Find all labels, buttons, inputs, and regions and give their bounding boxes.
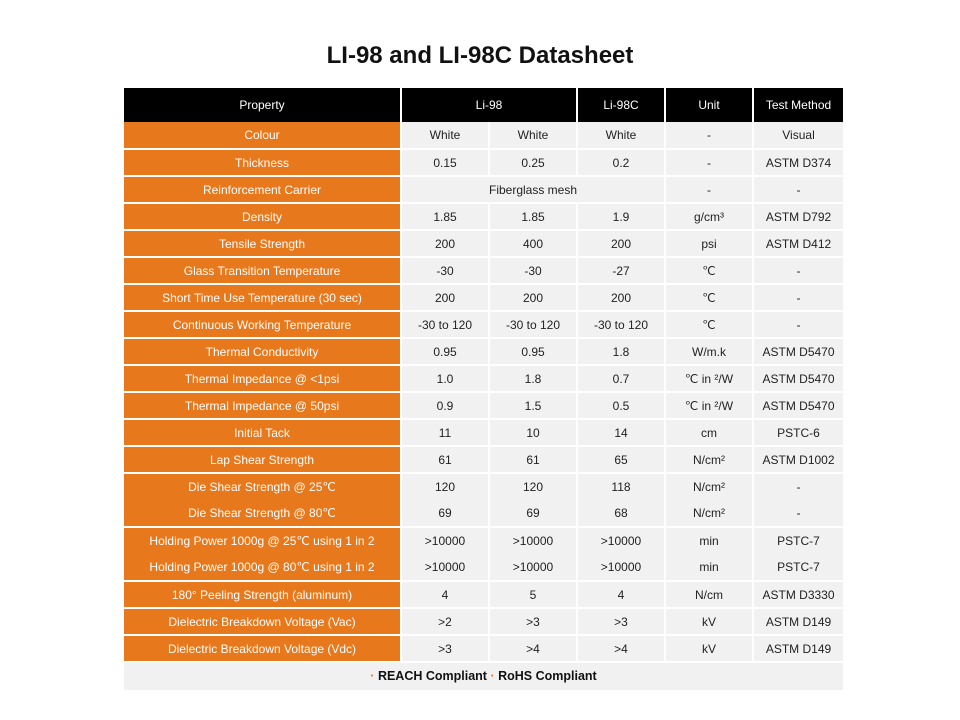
table-row bbox=[124, 338, 843, 365]
li98-value-cell: 1.8 bbox=[489, 365, 577, 392]
li98-value-cell: 1.0 bbox=[401, 365, 489, 392]
li98c-value-cell: White bbox=[577, 122, 665, 149]
unit-cell: kV bbox=[665, 608, 753, 635]
test-method-cell: ASTM D5470 bbox=[753, 338, 843, 365]
test-method-cell: ASTM D149 bbox=[753, 635, 843, 662]
unit-cell: - bbox=[665, 176, 753, 203]
li98-value-cell: >4 bbox=[489, 635, 577, 662]
table-row bbox=[124, 446, 843, 473]
li98-value-cell: 10 bbox=[489, 419, 577, 446]
header-row bbox=[124, 88, 843, 122]
test-method-cell: ASTM D792 bbox=[753, 203, 843, 230]
test-method-cell: ASTM D1002 bbox=[753, 446, 843, 473]
table-row bbox=[124, 500, 843, 527]
li98-value-cell: >2 bbox=[401, 608, 489, 635]
unit-cell: - bbox=[665, 149, 753, 176]
unit-cell: ℃ in ²/W bbox=[665, 365, 753, 392]
table-row bbox=[124, 608, 843, 635]
li98-value-cell: 200 bbox=[401, 230, 489, 257]
li98-value-cell: 11 bbox=[401, 419, 489, 446]
header-unit: Unit bbox=[665, 88, 753, 122]
li98-value-cell: 200 bbox=[489, 284, 577, 311]
table-row bbox=[124, 473, 843, 500]
test-method-cell: ASTM D149 bbox=[753, 608, 843, 635]
li98-value-cell: 69 bbox=[401, 500, 489, 527]
table-row bbox=[124, 149, 843, 176]
li98-value-cell: 0.15 bbox=[401, 149, 489, 176]
li98c-value-cell: 118 bbox=[577, 473, 665, 500]
unit-cell: N/cm bbox=[665, 581, 753, 608]
bullet-icon: · bbox=[370, 669, 375, 683]
li98c-value-cell: 1.9 bbox=[577, 203, 665, 230]
test-method-cell: - bbox=[753, 284, 843, 311]
li98-value-cell: 61 bbox=[401, 446, 489, 473]
li98-value-cell: >10000 bbox=[401, 554, 489, 581]
li98c-value-cell: >10000 bbox=[577, 527, 665, 554]
li98c-value-cell: 0.2 bbox=[577, 149, 665, 176]
table-row bbox=[124, 230, 843, 257]
li98-value-cell: -30 bbox=[489, 257, 577, 284]
page-title: LI-98 and LI-98C Datasheet bbox=[326, 42, 634, 69]
table-row bbox=[124, 365, 843, 392]
li98-value-cell: 1.85 bbox=[401, 203, 489, 230]
datasheet bbox=[124, 88, 843, 690]
li98c-value-cell: >3 bbox=[577, 608, 665, 635]
table-row bbox=[124, 554, 843, 581]
header-test-method: Test Method bbox=[753, 88, 843, 122]
li98-value-cell: 0.9 bbox=[401, 392, 489, 419]
test-method-cell: ASTM D3330 bbox=[753, 581, 843, 608]
rohs-compliant-label: RoHS Compliant bbox=[498, 669, 597, 683]
property-cell: Dielectric Breakdown Voltage (Vac) bbox=[124, 608, 401, 635]
property-cell: Short Time Use Temperature (30 sec) bbox=[124, 284, 401, 311]
property-cell: Reinforcement Carrier bbox=[124, 176, 401, 203]
reach-compliant-label: REACH Compliant bbox=[377, 669, 487, 683]
li98c-value-cell: 14 bbox=[577, 419, 665, 446]
li98-value-cell: >3 bbox=[489, 608, 577, 635]
table-row bbox=[124, 284, 843, 311]
unit-cell: ℃ in ²/W bbox=[665, 392, 753, 419]
unit-cell: cm bbox=[665, 419, 753, 446]
test-method-cell: ASTM D5470 bbox=[753, 392, 843, 419]
property-cell: Holding Power 1000g @ 80℃ using 1 in 2 bbox=[124, 554, 401, 581]
table-row bbox=[124, 419, 843, 446]
li98-value-cell: White bbox=[489, 122, 577, 149]
property-cell: Continuous Working Temperature bbox=[124, 311, 401, 338]
li98c-value-cell: -27 bbox=[577, 257, 665, 284]
unit-cell: ℃ bbox=[665, 311, 753, 338]
unit-cell: ℃ bbox=[665, 257, 753, 284]
test-method-cell: ASTM D374 bbox=[753, 149, 843, 176]
li98-value-cell: >10000 bbox=[401, 527, 489, 554]
li98c-value-cell: >10000 bbox=[577, 554, 665, 581]
li98-value-cell: 0.25 bbox=[489, 149, 577, 176]
unit-cell: ℃ bbox=[665, 284, 753, 311]
unit-cell: N/cm² bbox=[665, 500, 753, 527]
test-method-cell: ASTM D5470 bbox=[753, 365, 843, 392]
unit-cell: min bbox=[665, 554, 753, 581]
table-row bbox=[124, 527, 843, 554]
header-li98: Li-98 bbox=[401, 88, 577, 122]
property-cell: Dielectric Breakdown Voltage (Vdc) bbox=[124, 635, 401, 662]
li98-value-cell: 200 bbox=[401, 284, 489, 311]
table-row bbox=[124, 311, 843, 338]
table-row bbox=[124, 203, 843, 230]
li98-value-cell: 61 bbox=[489, 446, 577, 473]
table-row bbox=[124, 257, 843, 284]
li98-value-cell: 1.85 bbox=[489, 203, 577, 230]
li98-value-cell: -30 bbox=[401, 257, 489, 284]
property-cell: Thermal Impedance @ <1psi bbox=[124, 365, 401, 392]
li98-value-cell: 0.95 bbox=[401, 338, 489, 365]
test-method-cell: PSTC-7 bbox=[753, 527, 843, 554]
test-method-cell: - bbox=[753, 473, 843, 500]
li98c-value-cell: 1.8 bbox=[577, 338, 665, 365]
test-method-cell: - bbox=[753, 176, 843, 203]
li98-value-cell: 400 bbox=[489, 230, 577, 257]
header-property: Property bbox=[124, 88, 401, 122]
property-cell: Thickness bbox=[124, 149, 401, 176]
li98c-value-cell: 68 bbox=[577, 500, 665, 527]
li98-value-cell: -30 to 120 bbox=[401, 311, 489, 338]
property-cell: Die Shear Strength @ 25℃ bbox=[124, 473, 401, 500]
li98-value-cell: -30 to 120 bbox=[489, 311, 577, 338]
table-row bbox=[124, 581, 843, 608]
property-cell: Density bbox=[124, 203, 401, 230]
property-cell: Die Shear Strength @ 80℃ bbox=[124, 500, 401, 527]
li98-value-cell: 69 bbox=[489, 500, 577, 527]
test-method-cell: ASTM D412 bbox=[753, 230, 843, 257]
li98-value-cell: >3 bbox=[401, 635, 489, 662]
unit-cell: N/cm² bbox=[665, 446, 753, 473]
table-row bbox=[124, 635, 843, 662]
test-method-cell: - bbox=[753, 500, 843, 527]
unit-cell: W/m.k bbox=[665, 338, 753, 365]
li98-value-cell: 5 bbox=[489, 581, 577, 608]
li98-value-cell: 120 bbox=[489, 473, 577, 500]
merged-value-cell: Fiberglass mesh bbox=[401, 176, 665, 203]
li98-value-cell: White bbox=[401, 122, 489, 149]
li98c-value-cell: 200 bbox=[577, 284, 665, 311]
test-method-cell: - bbox=[753, 257, 843, 284]
test-method-cell: PSTC-7 bbox=[753, 554, 843, 581]
datasheet-table bbox=[124, 88, 843, 663]
table-row bbox=[124, 176, 843, 203]
li98c-value-cell: 4 bbox=[577, 581, 665, 608]
li98-value-cell: 4 bbox=[401, 581, 489, 608]
li98-value-cell: >10000 bbox=[489, 527, 577, 554]
property-cell: Holding Power 1000g @ 25℃ using 1 in 2 bbox=[124, 527, 401, 554]
li98c-value-cell: -30 to 120 bbox=[577, 311, 665, 338]
property-cell: Thermal Conductivity bbox=[124, 338, 401, 365]
property-cell: Initial Tack bbox=[124, 419, 401, 446]
li98-value-cell: 1.5 bbox=[489, 392, 577, 419]
compliance-footer bbox=[124, 663, 843, 690]
li98-value-cell: 0.95 bbox=[489, 338, 577, 365]
unit-cell: psi bbox=[665, 230, 753, 257]
unit-cell: N/cm² bbox=[665, 473, 753, 500]
table-row bbox=[124, 392, 843, 419]
li98-value-cell: 120 bbox=[401, 473, 489, 500]
property-cell: Lap Shear Strength bbox=[124, 446, 401, 473]
unit-cell: - bbox=[665, 122, 753, 149]
property-cell: 180° Peeling Strength (aluminum) bbox=[124, 581, 401, 608]
unit-cell: g/cm³ bbox=[665, 203, 753, 230]
property-cell: Thermal Impedance @ 50psi bbox=[124, 392, 401, 419]
header-li98c: Li-98C bbox=[577, 88, 665, 122]
property-cell: Glass Transition Temperature bbox=[124, 257, 401, 284]
bullet-icon: · bbox=[490, 669, 495, 683]
li98c-value-cell: 0.7 bbox=[577, 365, 665, 392]
li98c-value-cell: >4 bbox=[577, 635, 665, 662]
property-cell: Tensile Strength bbox=[124, 230, 401, 257]
table-row bbox=[124, 122, 843, 149]
table-body bbox=[124, 122, 843, 662]
test-method-cell: PSTC-6 bbox=[753, 419, 843, 446]
unit-cell: min bbox=[665, 527, 753, 554]
li98c-value-cell: 200 bbox=[577, 230, 665, 257]
li98c-value-cell: 65 bbox=[577, 446, 665, 473]
property-cell: Colour bbox=[124, 122, 401, 149]
test-method-cell: - bbox=[753, 311, 843, 338]
unit-cell: kV bbox=[665, 635, 753, 662]
li98c-value-cell: 0.5 bbox=[577, 392, 665, 419]
li98-value-cell: >10000 bbox=[489, 554, 577, 581]
test-method-cell: Visual bbox=[753, 122, 843, 149]
